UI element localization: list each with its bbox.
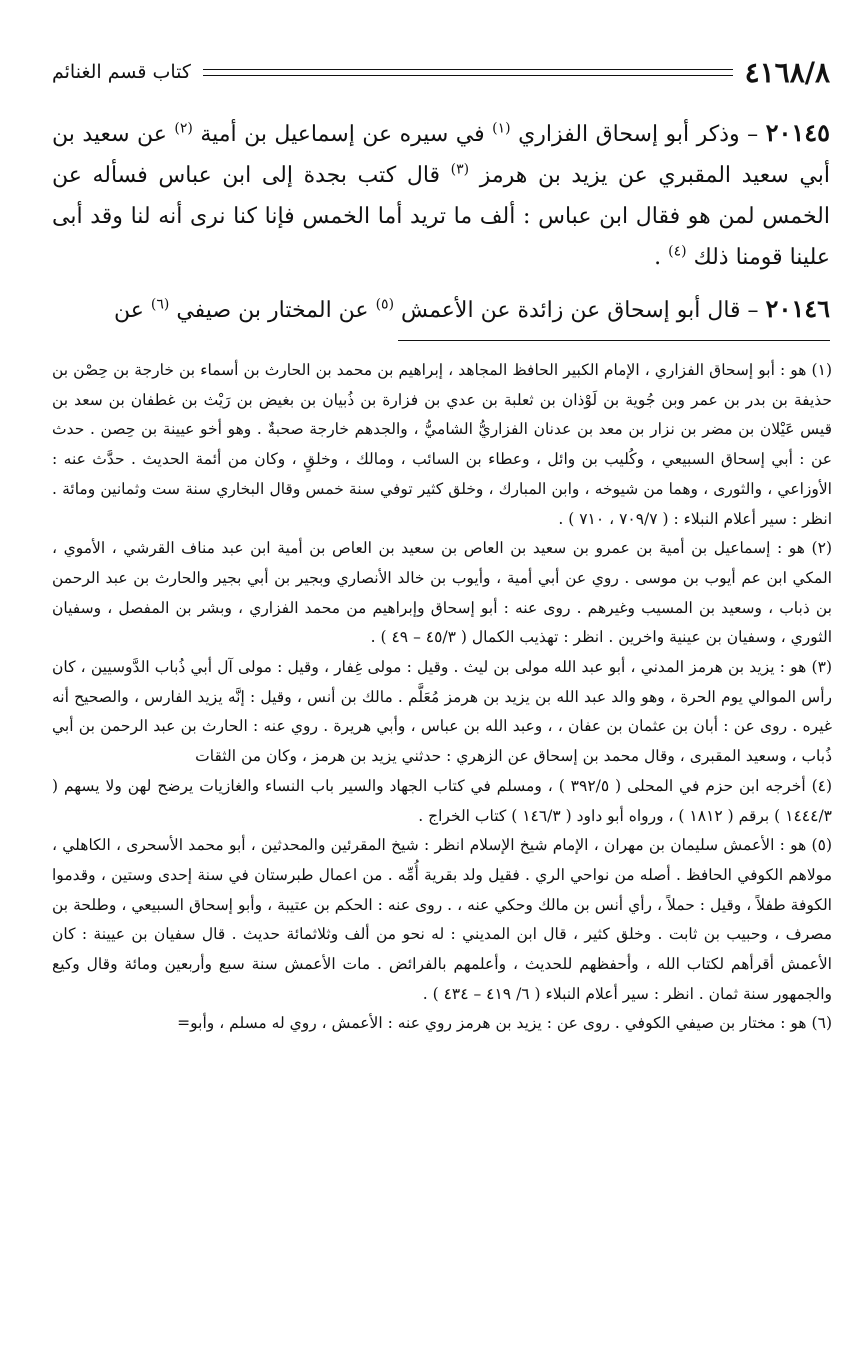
footnote-separator (398, 340, 830, 341)
footnote-4 (52, 772, 832, 831)
hadith-number: ٢٠١٤٦ (765, 294, 830, 323)
page-header (52, 52, 830, 92)
footnote-5 (52, 831, 832, 1009)
hadith-text: قال كتب بجدة إلى ابن عباس فسأله عن الخمس لمن هو فقال ابن عباس : ألف ما تريد أما الخمس فإنا كنا نرى أنه لنا وقد أبى علينا قومنا ذلك (52, 163, 830, 270)
hadith-text: عن المختار بن صيفي (176, 298, 369, 323)
hadith-20146 (52, 288, 830, 331)
footnote-text: هو : يزيد بن هرمز المدني ، أبو عبد الله مولى بن ليث . وقيل : مولى غِفار ، وقيل : مولى آل أبي ذُباب الدَّوسيين ، كان رأس الموالي يوم الحرة ، وهو والد عبد الله بن يزيد بن هرمز مُعَلَّم . مالك بن أنس ، وقيل : إنَّه يزيد الفارس ، والصحيح أنه غيره . روى عن : أبان بن عثمان بن عفان ، ، وعبد الله بن عباس ، وأبي هريرة . روي عنه : الحارث بن عبد الرحمن بن أبي ذُباب ، وسعيد المقبرى ، وقال محمد بن إسحاق عن الزهري : حدثني يزيد بن هرمز ، وكان من الثقات (52, 658, 832, 766)
header-rule (203, 69, 733, 76)
footnote-6 (52, 1009, 832, 1039)
footnote-text: هو : إسماعيل بن أمية بن عمرو بن سعيد بن العاص بن سعيد بن العاص بن أمية ابن عبد مناف القرشي ، الأموي ، المكي ابن عم أيوب بن موسى . روي عن أبي أمية ، وأيوب بن خالد الأنصاري وبجير بن أبي بجير والحارث بن عبد الرحمن بن ذباب ، وسعيد بن المسيب وغيرهم . روى عنه : أبو إسحاق وإبراهيم من محمد الفزاري ، وبشر بن المفصل ، وسفيان الثوري ، وسفيان بن عينية واخرين . انظر : تهذيب الكمال ( ٤٥/٣ – ٤٩ ) . (52, 539, 832, 647)
footnote-number: (٤) (811, 776, 833, 795)
hadith-text: – قال أبو إسحاق عن زائدة عن الأعمش (401, 298, 759, 323)
footnote-text: هو : أبو إسحاق الفزاري ، الإمام الكبير الحافظ المجاهد ، إبراهيم بن محمد بن الحارث بن أسماء بن خارجة بن حِصْن بن حذيفة بن بدر بن عمر وبن جُوية بن لَوْذان بن ثعلبة بن عدي بن فزارة بن ذُبيان بن بغيض بن رَيْث بن غطفان بن سعد بن قيس عَيْلان بن مضر بن نزار بن معد بن عدنان الفزاريُّ الشاميُّ ، والجدهم خارجة صحبةٌ . وهو أخو عيينة بن حِصن . حدث عن : أبي إسحاق السبيعي ، وكُليب بن وائل ، وعطاء بن السائب ، ومالك ، وخلقٍ ، وكان من أئمة الحديث . حدَّث عنه : الأوزاعي ، والثورى ، وهما من شيوخه ، وابن المبارك ، وخلق كثير توفي سنة خمس وقال البخاري سنة ست وثمانين ومائة . انظر : سير أعلام النبلاء : ( ٧٠٩/٧ ، ٧١٠ ) . (52, 361, 832, 528)
hadith-text: – وذكر أبو إسحاق الفزاري (518, 122, 759, 147)
main-text (52, 112, 830, 341)
footnote-number: (٦) (811, 1014, 832, 1033)
footnote-2 (52, 534, 832, 653)
footnote-reference[interactable]: (٦) (150, 296, 170, 313)
book-title: كتاب قسم الغنائم (52, 61, 191, 83)
footnote-number: (٥) (811, 836, 832, 855)
footnote-text: هو : مختار بن صيفي الكوفي . روى عن : يزيد بن هرمز روي عنه : الأعمش ، روي له مسلم ، وأبو= (177, 1014, 807, 1033)
footnote-text: أخرجه ابن حزم في المحلى ( ٣٩٢/٥ ) ، ومسلم في كتاب الجهاد والسير باب النساء والغازيات يرضح لهن ولا يسهم ( ١٤٤٤/٣ ) برقم ( ١٨١٢ ) ، ورواه أبو داود ( ١٤٦/٣ ) كتاب الخراج . (52, 776, 832, 825)
footnote-reference[interactable]: (٤) (668, 243, 687, 260)
hadith-text: في سيره عن إسماعيل بن أمية (200, 122, 485, 147)
footnote-reference[interactable]: (٣) (450, 161, 470, 178)
footnote-reference[interactable]: (١) (492, 120, 511, 137)
footnote-number: (٢) (811, 539, 832, 558)
footnote-1 (52, 356, 832, 534)
footnote-text: هو : الأعمش سليمان بن مهران ، الإمام شيخ الإسلام انظر : شيخ المقرئين والمحدثين ، أبو محمد الأسحرى ، الكاهلي ، مولاهم الكوفي الحافظ . أصله من نواحي الري . فقيل ولد بقرية أُمِّه . من اعمال طبرستان في سنة إحدى وستين ، وقدموا الكوفة طفلاً ، وقيل : حملاً ، رأي أنس بن مالك وحكي عنه ، . روى عنه : الحكم بن عتيبة ، وأبو إسحاق السبيعي ، وطلحة بن مصرف ، وحبيب بن ثابت . وخلق كثير ، قال ابن المديني : له نحو من ألف وثلاثمائة حديث . قال سفيان بن عيينة : كان الأعمش أقرأهم لكتاب الله ، وأحفظهم للحديث ، وأعلمهم بالفرائض . مات الأعمش سنة سبع وأربعين ومائة وقال وكيع والجمهور سنة ثمان . انظر : سير أعلام النبلاء ( ٦/ ٤١٩ – ٤٣٤ ) . (52, 836, 832, 1003)
footnote-reference[interactable]: (٢) (174, 120, 193, 137)
hadith-text: عن (114, 298, 144, 323)
footnote-3 (52, 653, 832, 772)
footnotes (52, 356, 832, 1039)
page-number: ٤١٦٨/٨ (744, 55, 830, 89)
footnote-reference[interactable]: (٥) (375, 296, 395, 313)
hadith-number: ٢٠١٤٥ (765, 118, 831, 147)
footnote-number: (١) (811, 361, 832, 379)
footnote-number: (٣) (811, 658, 832, 677)
hadith-text: عن سعيد بن أبي سعيد المقبري عن يزيد بن هرمز (52, 122, 831, 188)
hadith-20145 (52, 112, 830, 278)
hadith-text: . (654, 245, 662, 270)
